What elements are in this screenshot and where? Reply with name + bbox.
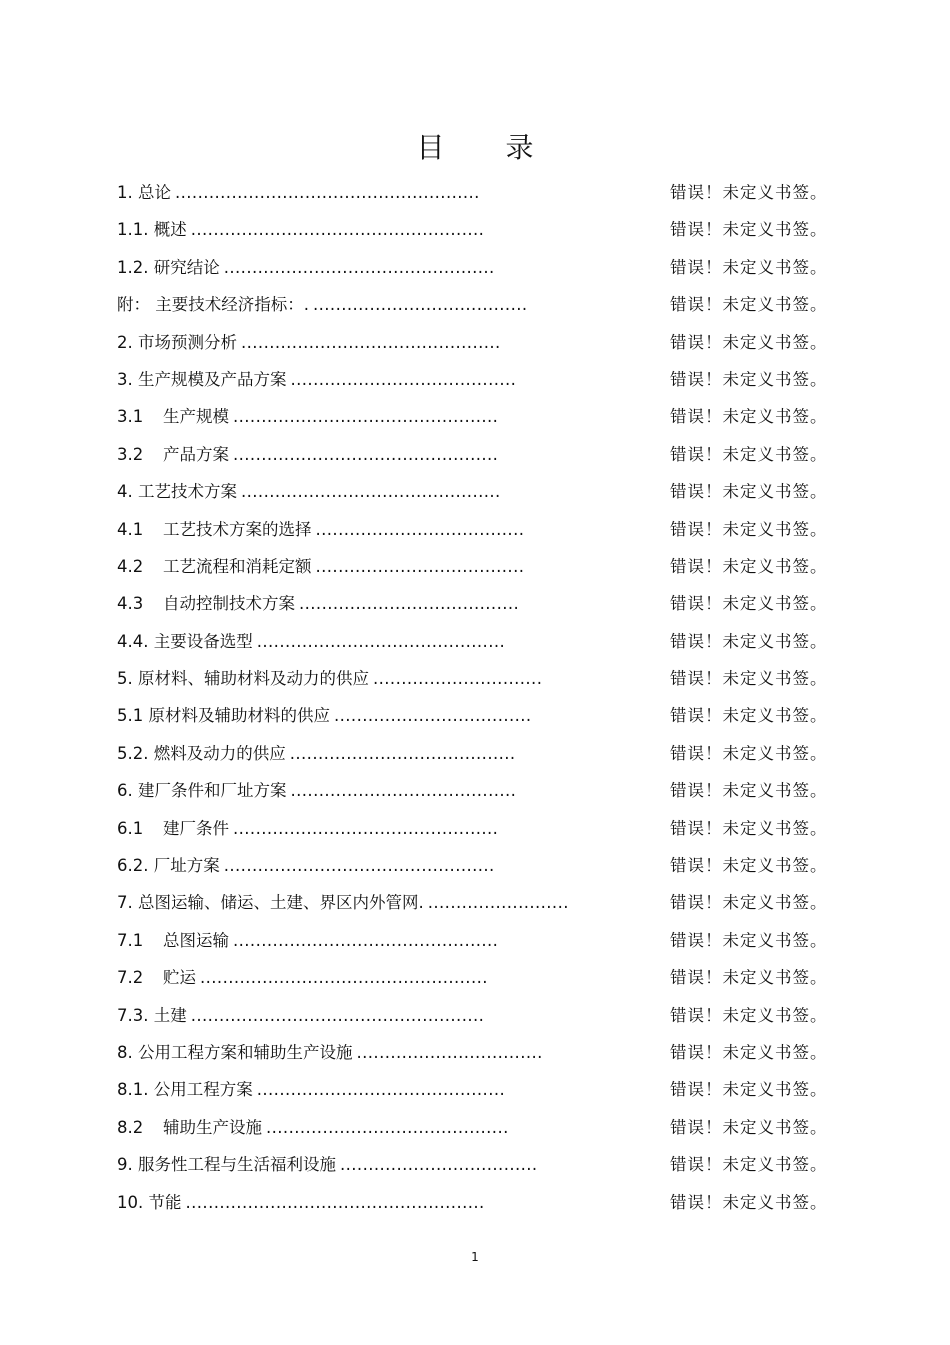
toc-entry-text <box>117 213 484 247</box>
toc-entry-page-ref: 错误！未定义书签。 <box>670 407 828 427</box>
toc-dot-leader: ..................................................... <box>185 1192 485 1212</box>
toc-entry-text <box>117 1186 485 1220</box>
toc-entry-page-ref: 错误！未定义书签。 <box>670 669 828 689</box>
toc-entry[interactable] <box>117 1148 837 1185</box>
toc-entry-title: 公用工程方案和辅助生产设施 <box>138 1042 353 1062</box>
toc-dot-leader: .............................. <box>373 669 543 689</box>
toc-entry[interactable] <box>117 438 837 475</box>
toc-entry-title: 工艺技术方案的选择 <box>163 519 312 539</box>
toc-entry-number: 4.3 <box>117 594 144 614</box>
toc-entry-text <box>117 288 528 322</box>
toc-entry-number: 2. <box>117 332 133 352</box>
toc-entry-page-ref: 错误！未定义书签。 <box>670 257 828 277</box>
toc-entry-text <box>117 737 516 771</box>
toc-entry-page-ref: 错误！未定义书签。 <box>670 369 828 389</box>
toc-dot-leader: ............................................... <box>233 818 499 838</box>
toc-entry-title: 建厂条件和厂址方案 <box>138 781 287 801</box>
toc-entry[interactable] <box>117 176 837 213</box>
toc-dot-leader: ........................................ <box>290 781 517 801</box>
toc-entry-text <box>117 400 498 434</box>
toc-entry-page-ref: 错误！未定义书签。 <box>670 1117 828 1137</box>
toc-entry-title: 辅助生产设施 <box>163 1117 262 1137</box>
toc-entry-text <box>117 1111 509 1145</box>
toc-entry-text <box>117 924 498 958</box>
toc-entry-text <box>117 176 480 210</box>
toc-entry-text <box>117 438 498 472</box>
toc-entry[interactable] <box>117 625 837 662</box>
toc-entry-number: 1.1. <box>117 220 149 240</box>
toc-entry-text <box>117 363 516 397</box>
toc-entry-number: 4.1 <box>117 519 144 539</box>
toc-entry[interactable] <box>117 363 837 400</box>
toc-entry-number: 10. <box>117 1192 144 1212</box>
toc-entry[interactable] <box>117 326 837 363</box>
toc-dot-leader: ............................................... <box>233 930 499 950</box>
toc-dot-leader: .............................................. <box>241 482 501 502</box>
toc-entry-page-ref: 错误！未定义书签。 <box>670 183 828 202</box>
toc-entry[interactable] <box>117 812 837 849</box>
toc-entry-number: 7.2 <box>117 968 144 988</box>
toc-entry[interactable] <box>117 587 837 624</box>
toc-entry-text <box>117 999 484 1033</box>
toc-entry[interactable] <box>117 251 837 288</box>
toc-dot-leader: ......................... <box>427 893 569 913</box>
toc-entry-title: 生产规模及产品方案 <box>138 369 287 389</box>
toc-entry-page-ref: 错误！未定义书签。 <box>670 631 828 651</box>
toc-entry-title: 公用工程方案 <box>153 1080 253 1100</box>
toc-entry[interactable] <box>117 699 837 736</box>
toc-entry-title: 原材料、辅助材料及动力的供应 <box>138 669 369 689</box>
toc-entry-title: 研究结论 <box>153 257 220 277</box>
toc-entry-page-ref: 错误！未定义书签。 <box>670 893 828 913</box>
toc-entry-page-ref: 错误！未定义书签。 <box>670 706 828 726</box>
toc-entry-number: 3.2 <box>117 444 144 464</box>
page-title: 目 录 <box>416 131 560 164</box>
toc-dot-leader: ....................................... <box>299 594 520 614</box>
toc-entry-text <box>117 1036 543 1070</box>
toc-entry-page-ref: 错误！未定义书签。 <box>670 818 828 838</box>
toc-entry-number: 1.2. <box>117 257 149 277</box>
toc-entry-number: 4. <box>117 482 133 502</box>
toc-entry-page-ref: 错误！未定义书签。 <box>670 594 828 614</box>
toc-entry-page-ref: 错误！未定义书签。 <box>670 781 828 801</box>
toc-entry[interactable] <box>117 737 837 774</box>
toc-entry-page-ref: 错误！未定义书签。 <box>670 1080 828 1100</box>
toc-entry-text <box>117 587 519 621</box>
toc-entry-page-ref: 错误！未定义书签。 <box>670 556 828 576</box>
toc-entry-page-ref: 错误！未定义书签。 <box>670 930 828 950</box>
toc-dot-leader: ........................................ <box>289 743 516 763</box>
toc-entry[interactable] <box>117 1111 837 1148</box>
toc-dot-leader: ................................... <box>340 1155 538 1175</box>
toc-entry-page-ref: 错误！未定义书签。 <box>670 1005 828 1025</box>
toc-dot-leader: ................................................ <box>223 856 495 876</box>
toc-entry-page-ref: 错误！未定义书签。 <box>670 220 828 240</box>
toc-entry[interactable] <box>117 886 837 923</box>
toc-entry[interactable] <box>117 550 837 587</box>
toc-entry-number: 6.2. <box>117 856 149 876</box>
toc-entry-title: 节能 <box>148 1192 182 1212</box>
toc-dot-leader: ............................................ <box>256 1080 506 1100</box>
toc-entry-text <box>117 699 532 733</box>
toc-entry-title: 总图运输、储运、土建、界区内外管网. <box>138 893 424 913</box>
toc-entry-title: 主要设备选型 <box>153 631 253 651</box>
toc-dot-leader: ...................................................... <box>175 183 480 202</box>
toc-entry-number: 6. <box>117 781 133 801</box>
toc-entry-title: 工艺流程和消耗定额 <box>163 556 312 576</box>
toc-entry[interactable] <box>117 999 837 1036</box>
toc-entry-title: 自动控制技术方案 <box>163 594 295 614</box>
toc-dot-leader: ................................................ <box>223 257 495 277</box>
toc-entry-number: 5.2. <box>117 743 149 763</box>
toc-entry-number: 7.3. <box>117 1005 149 1025</box>
toc-entry[interactable] <box>117 774 837 811</box>
toc-entry-page-ref: 错误！未定义书签。 <box>670 856 828 876</box>
toc-entry[interactable] <box>117 849 837 886</box>
toc-entry[interactable] <box>117 662 837 699</box>
toc-entry-text <box>117 513 524 547</box>
toc-dot-leader: ...................................... <box>313 295 528 315</box>
toc-entry-text <box>117 326 501 360</box>
toc-entry-number: 8.2 <box>117 1117 144 1137</box>
toc-entry-text <box>117 961 488 995</box>
toc-entry[interactable] <box>117 475 837 512</box>
toc-entry-number: 5.1 <box>117 706 144 726</box>
toc-entry-page-ref: 错误！未定义书签。 <box>670 1042 828 1062</box>
toc-entry-number: 3. <box>117 369 133 389</box>
toc-entry-title: 主要技术经济指标：. <box>155 295 309 315</box>
toc-entry-title: 厂址方案 <box>153 856 220 876</box>
toc-dot-leader: ..................................... <box>315 519 525 539</box>
toc-dot-leader: ................................... <box>334 706 532 726</box>
toc-entry[interactable] <box>117 400 837 437</box>
toc-entry-page-ref: 错误！未定义书签。 <box>670 968 828 988</box>
toc-entry-title: 总论 <box>138 183 171 202</box>
toc-entry-title: 贮运 <box>163 968 196 988</box>
page-number: 1 <box>471 1250 479 1264</box>
toc-entry-text <box>117 1073 505 1107</box>
toc-entry-text <box>117 662 542 696</box>
toc-dot-leader: ................................. <box>356 1042 543 1062</box>
toc-entry-page-ref: 错误！未定义书签。 <box>670 1155 828 1175</box>
toc-entry-number: 9. <box>117 1155 133 1175</box>
toc-dot-leader: ........................................ <box>290 369 517 389</box>
toc-entry-text <box>117 550 524 584</box>
toc-entry[interactable] <box>117 1036 837 1073</box>
toc-entry[interactable] <box>117 213 837 250</box>
toc-entry-number: 4.2 <box>117 556 144 576</box>
toc-entry-text <box>117 849 495 883</box>
toc-entry[interactable] <box>117 513 837 550</box>
toc-entry-title: 土建 <box>153 1005 187 1025</box>
toc-entry-title: 工艺技术方案 <box>138 482 237 502</box>
toc-entry-title: 总图运输 <box>163 930 229 950</box>
toc-entry-text <box>117 886 569 920</box>
toc-entry-title: 建厂条件 <box>163 818 229 838</box>
toc-entry-title: 原材料及辅助材料的供应 <box>148 706 330 726</box>
toc-dot-leader: ........................................... <box>266 1117 509 1137</box>
toc-entry-page-ref: 错误！未定义书签。 <box>670 743 828 763</box>
toc-entry[interactable] <box>117 924 837 961</box>
toc-entry-text <box>117 774 516 808</box>
toc-dot-leader: ............................................... <box>233 407 499 427</box>
toc-entry-title: 燃料及动力的供应 <box>153 743 286 763</box>
toc-dot-leader: .................................................... <box>190 220 485 240</box>
toc-entry[interactable] <box>117 1186 837 1223</box>
toc-entry-page-ref: 错误！未定义书签。 <box>670 332 828 352</box>
toc-entry-number: 4.4. <box>117 631 149 651</box>
toc-dot-leader: ............................................ <box>256 631 506 651</box>
toc-entry-text <box>117 1148 538 1182</box>
toc-entry-title: 服务性工程与生活福利设施 <box>138 1155 336 1175</box>
toc-entry-number: 3.1 <box>117 407 144 427</box>
toc-entry-number: 1. <box>117 183 133 202</box>
toc-entry-title: 市场预测分析 <box>138 332 237 352</box>
toc-entry-page-ref: 错误！未定义书签。 <box>670 295 828 315</box>
toc-entry-number: 5. <box>117 669 133 689</box>
toc-entry-title: 概述 <box>153 220 187 240</box>
toc-entry-title: 生产规模 <box>163 407 229 427</box>
toc-entry-number: 7. <box>117 893 133 913</box>
toc-entry-text <box>117 625 505 659</box>
toc-entry-number: 7.1 <box>117 930 144 950</box>
toc-entry-number: 附： <box>117 295 150 315</box>
toc-entry-number: 8.1. <box>117 1080 149 1100</box>
toc-dot-leader: ................................................... <box>200 968 488 988</box>
table-of-contents <box>117 176 837 1223</box>
toc-entry-text <box>117 475 501 509</box>
toc-entry-page-ref: 错误！未定义书签。 <box>670 482 828 502</box>
toc-entry-number: 6.1 <box>117 818 144 838</box>
toc-entry-text <box>117 812 498 846</box>
toc-entry[interactable] <box>117 961 837 998</box>
toc-dot-leader: ............................................... <box>233 444 499 464</box>
toc-entry-title: 产品方案 <box>163 444 229 464</box>
toc-entry-page-ref: 错误！未定义书签。 <box>670 519 828 539</box>
toc-dot-leader: ..................................... <box>315 556 525 576</box>
toc-entry-page-ref: 错误！未定义书签。 <box>670 1192 828 1212</box>
toc-entry[interactable] <box>117 1073 837 1110</box>
toc-entry-number: 8. <box>117 1042 133 1062</box>
toc-entry-text <box>117 251 495 285</box>
toc-entry-page-ref: 错误！未定义书签。 <box>670 444 828 464</box>
toc-entry[interactable] <box>117 288 837 325</box>
toc-dot-leader: .............................................. <box>241 332 501 352</box>
toc-dot-leader: .................................................... <box>190 1005 485 1025</box>
